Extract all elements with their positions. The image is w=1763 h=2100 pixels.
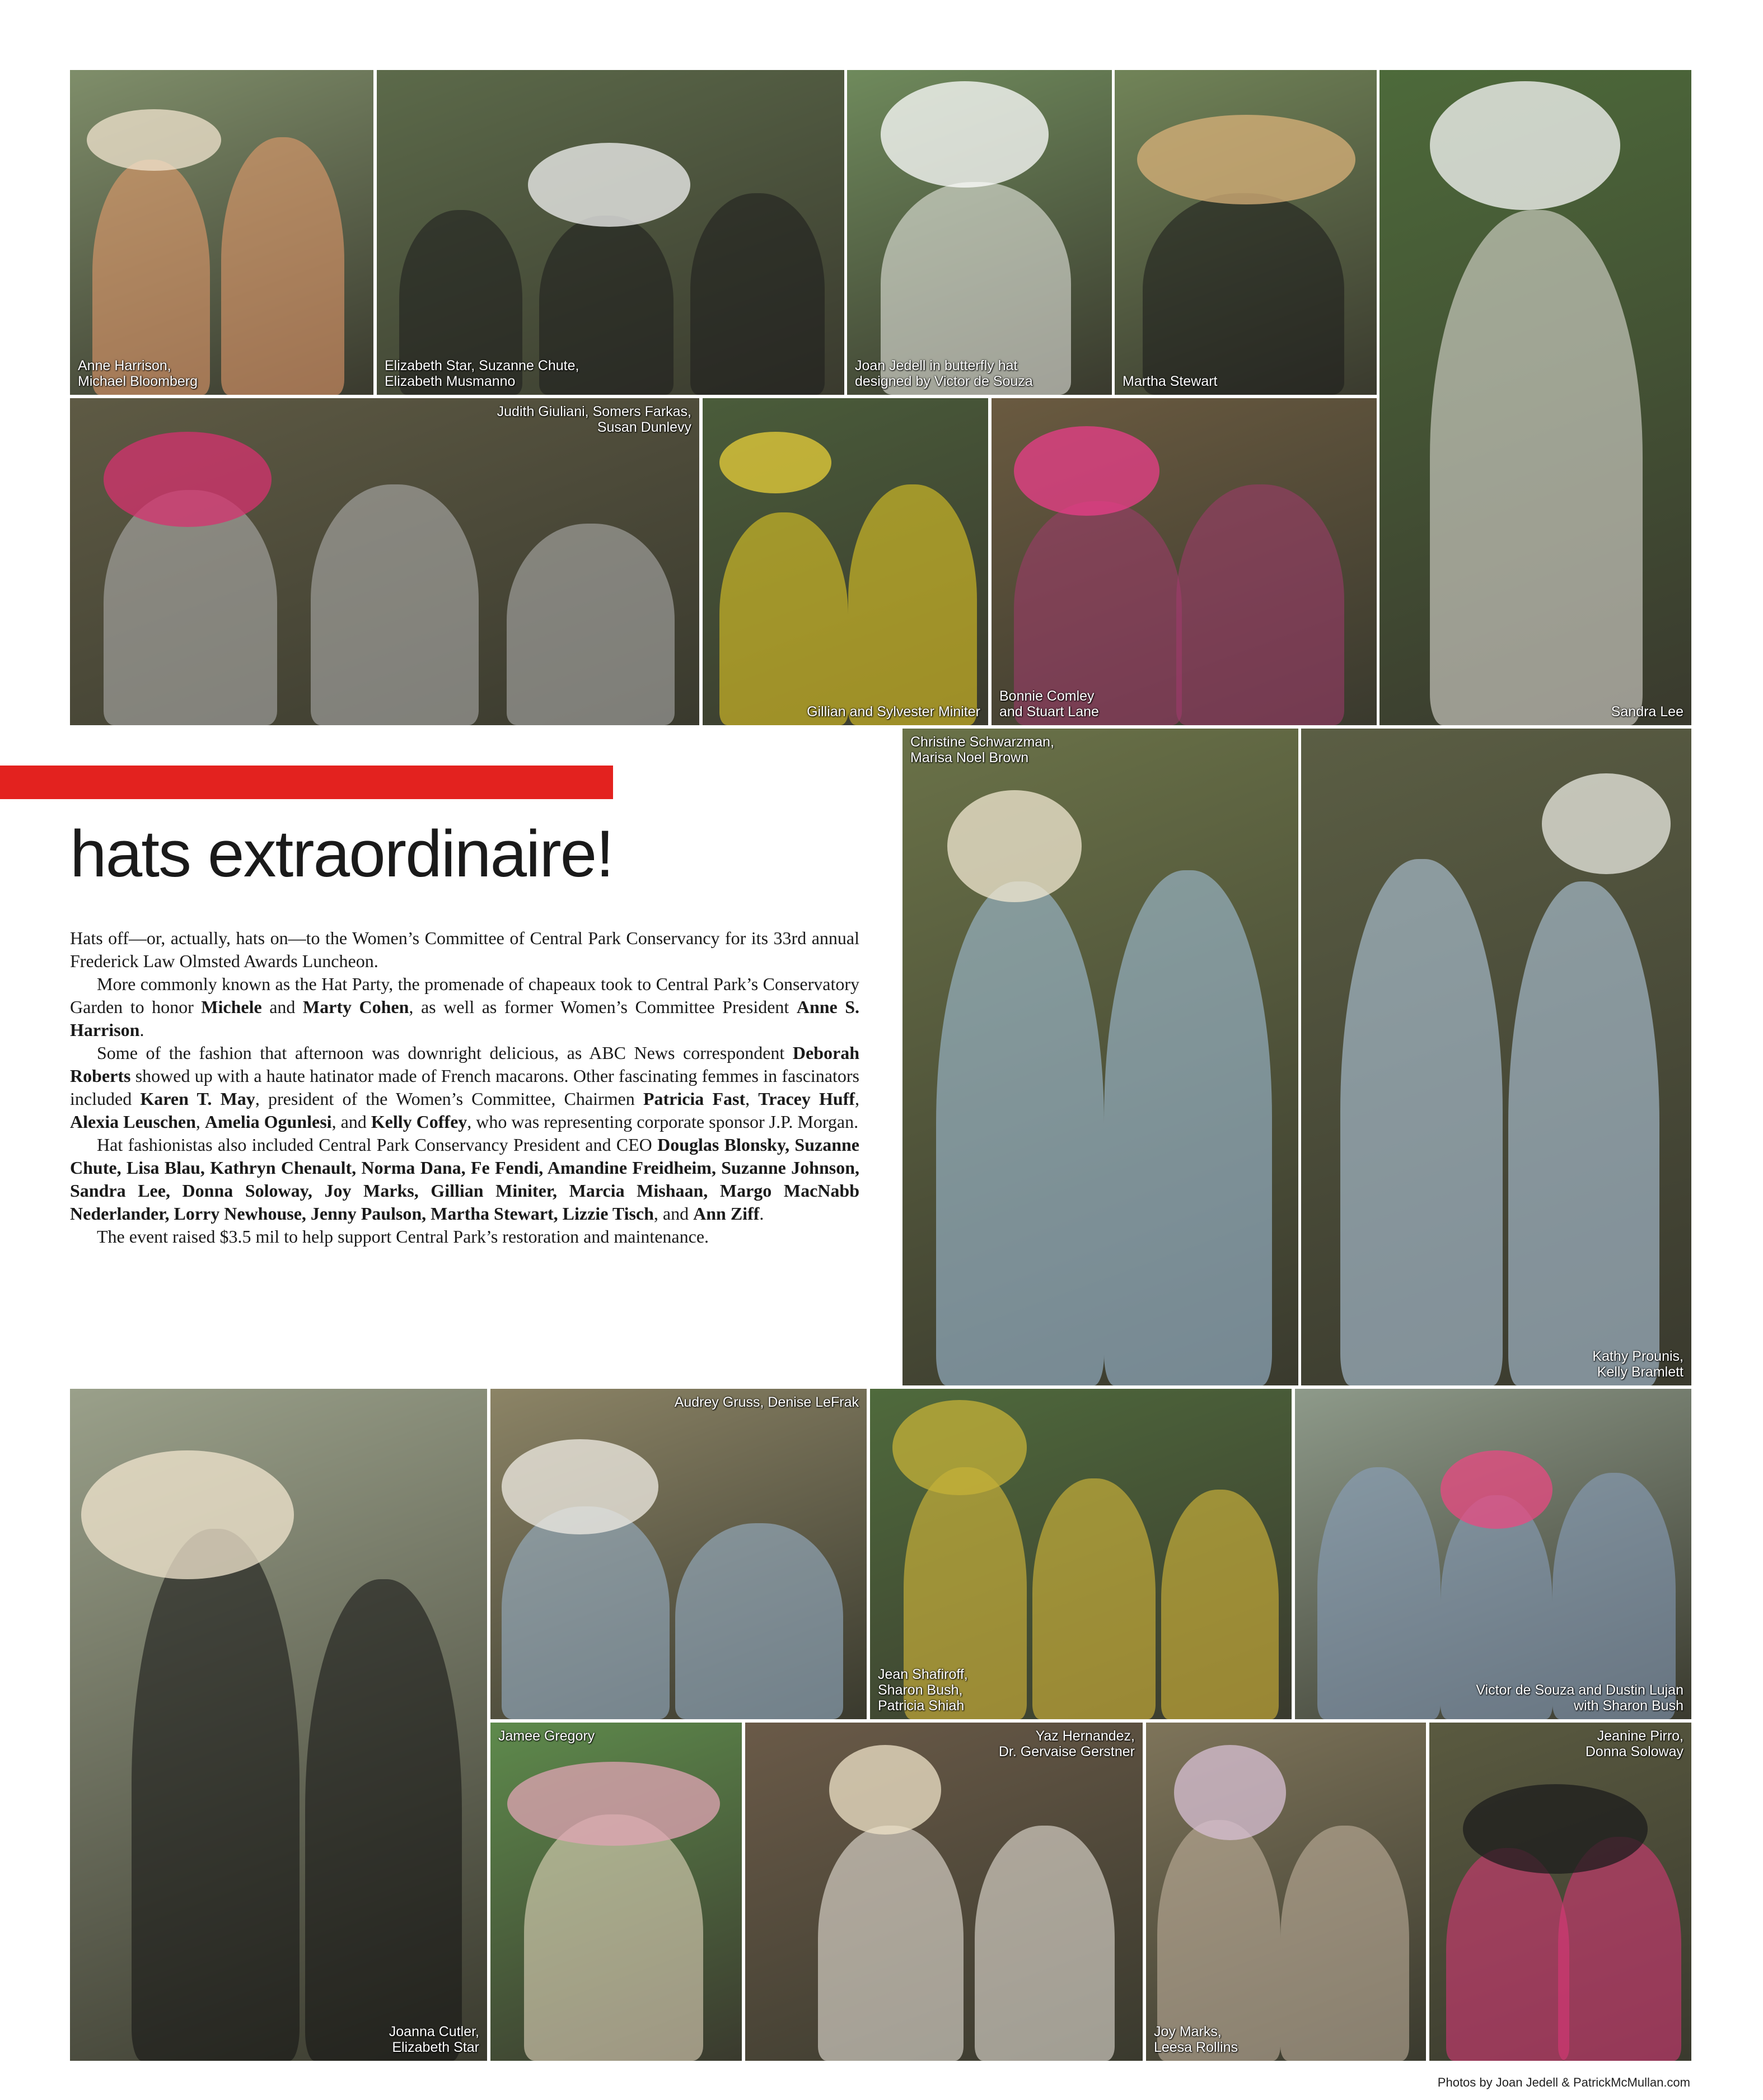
photo-caption: Audrey Gruss, Denise LeFrak [674,1394,859,1410]
hat-shape [1542,773,1671,874]
photo-caption: Kathy Prounis, Kelly Bramlett [1592,1348,1683,1380]
hat-shape [507,1762,720,1846]
figure-shape [1340,859,1503,1385]
photo-schwarzman-brown [902,729,1298,1385]
hat-shape [1441,1450,1552,1529]
hat-shape [81,1450,294,1579]
photo-cutler-star [70,1389,487,2061]
photo-caption: Martha Stewart [1123,374,1218,389]
figure-shape [1508,881,1659,1385]
figure-shape [975,1826,1115,2061]
photo-harrison-bloomberg [70,70,373,395]
figure-shape [1143,193,1344,395]
hat-shape [1430,81,1620,210]
figure-shape [690,193,825,395]
figure-shape [305,1579,462,2061]
hat-shape [1174,1745,1286,1840]
photo-desouza-lujan-bush [1295,1389,1691,1719]
photo-shafiroff-bush-shiah [870,1389,1292,1719]
photo-gruss-lefrak [490,1389,867,1719]
photo-caption: Gillian and Sylvester Miniter [807,704,980,720]
photo-caption: Christine Schwarzman, Marisa Noel Brown [910,734,1055,766]
figure-shape [1161,1490,1279,1719]
figure-shape [1104,870,1272,1385]
photo-credit: Photos by Joan Jedell & PatrickMcMullan.com [1437,2075,1690,2089]
photo-caption: Joanna Cutler, Elizabeth Star [389,2024,479,2055]
figure-shape [507,524,675,725]
photo-caption: Anne Harrison, Michael Bloomberg [78,358,198,389]
hat-shape [104,432,272,527]
figure-shape [221,137,344,395]
hat-shape [892,1400,1027,1495]
figure-shape [1032,1478,1156,1719]
hat-shape [947,790,1082,902]
figure-shape [132,1529,300,2061]
photo-caption: Elizabeth Star, Suzanne Chute, Elizabeth Musmanno [385,358,579,389]
figure-shape [848,484,977,725]
hat-shape [881,81,1049,188]
figure-shape [1446,1848,1569,2061]
figure-shape [311,484,479,725]
article-paragraph: Some of the fashion that afternoon was downright delicious, as ABC News correspondent Deborah Roberts showed up with a haute hatinator made of French macarons. Other fascinating femmes in fascinators included Karen T. May, president of the Women’s Committee, Chairmen Patricia Fast, Tracey Huff, Alexia Leuschen, Amelia Ogunlesi, and Kelly Coffey, who was representing corporate sponsor J.P. Morgan. [70,1043,860,1132]
photo-jamee-gregory [490,1723,742,2061]
figure-shape [1280,1826,1409,2061]
photo-joan-jedell [847,70,1112,395]
figure-shape [675,1523,843,1719]
article-paragraph: The event raised $3.5 mil to help support Central Park’s restoration and maintenance. [97,1226,709,1247]
photo-caption: Yaz Hernandez, Dr. Gervaise Gerstner [998,1728,1135,1760]
photo-martha-stewart [1115,70,1377,395]
hat-shape [87,109,221,171]
photo-giuliani-farkas-dunlevy [70,398,699,725]
hat-shape [829,1745,941,1835]
article-body [70,927,859,1248]
figure-shape [1317,1467,1441,1719]
figure-shape [818,1826,964,2061]
figure-shape [1430,210,1643,725]
figure-shape [502,1506,670,1719]
hat-shape [528,143,690,227]
photo-caption: Victor de Souza and Dustin Lujan with Sharon Bush [1476,1682,1683,1714]
photo-pirro-soloway [1429,1723,1691,2061]
figure-shape [936,881,1104,1385]
figure-shape [1176,484,1344,725]
article-paragraph: Hat fashionistas also included Central Park Conservancy President and CEO Douglas Blonsky, Suzanne Chute, Lisa Blau, Kathryn Chenault, Norma Dana, Fe Fendi, Amandine Freidheim, Suzanne Johnson, Sandra Lee, Donna Soloway, Joy Marks, Gillian Miniter, Marcia Mishaan, Margo MacNabb Nederlander, Lorry Newhouse, Jenny Paulson, Martha Stewart, Lizzie Tisch, and Ann Ziff. [70,1135,860,1224]
hat-shape [1014,426,1159,516]
photo-miniter [703,398,988,725]
article-paragraph: Hats off—or, actually, hats on—to the Women’s Committee of Central Park Conservancy for its 33rd annual Frederick Law Olmsted Awards Luncheon. [70,928,859,971]
page-title: hats extraordinaire! [70,817,614,891]
photo-caption: Jean Shafiroff, Sharon Bush, Patricia Shiah [878,1667,968,1714]
photo-star-chute-musmanno [377,70,844,395]
photo-caption: Sandra Lee [1611,704,1683,720]
photo-sandra-lee [1379,70,1691,725]
photo-comley-lane [992,398,1377,725]
photo-marks-rollins [1146,1723,1426,2061]
section-accent-bar [0,766,613,799]
figure-shape [719,512,848,725]
hat-shape [502,1439,658,1534]
article-paragraph: More commonly known as the Hat Party, the promenade of chapeaux took to Central Park’s Conservatory Garden to honor Michele and Marty Cohen, as well as former Women’s Committee President Anne S. Harrison. [70,974,860,1040]
photo-hernandez-gerstner [745,1723,1143,2061]
hat-shape [719,432,831,493]
photo-caption: Bonnie Comley and Stuart Lane [999,688,1099,720]
photo-caption: Judith Giuliani, Somers Farkas, Susan Dunlevy [497,404,691,435]
photo-prounis-bramlett [1301,729,1691,1385]
photo-caption: Jamee Gregory [498,1728,595,1744]
photo-caption: Joan Jedell in butterfly hat designed by Victor de Souza [855,358,1033,389]
photo-caption: Jeanine Pirro, Donna Soloway [1585,1728,1683,1760]
figure-shape [524,1814,703,2061]
hat-shape [1463,1784,1648,1874]
photo-caption: Joy Marks, Leesa Rollins [1154,2024,1238,2055]
hat-shape [1137,115,1355,204]
